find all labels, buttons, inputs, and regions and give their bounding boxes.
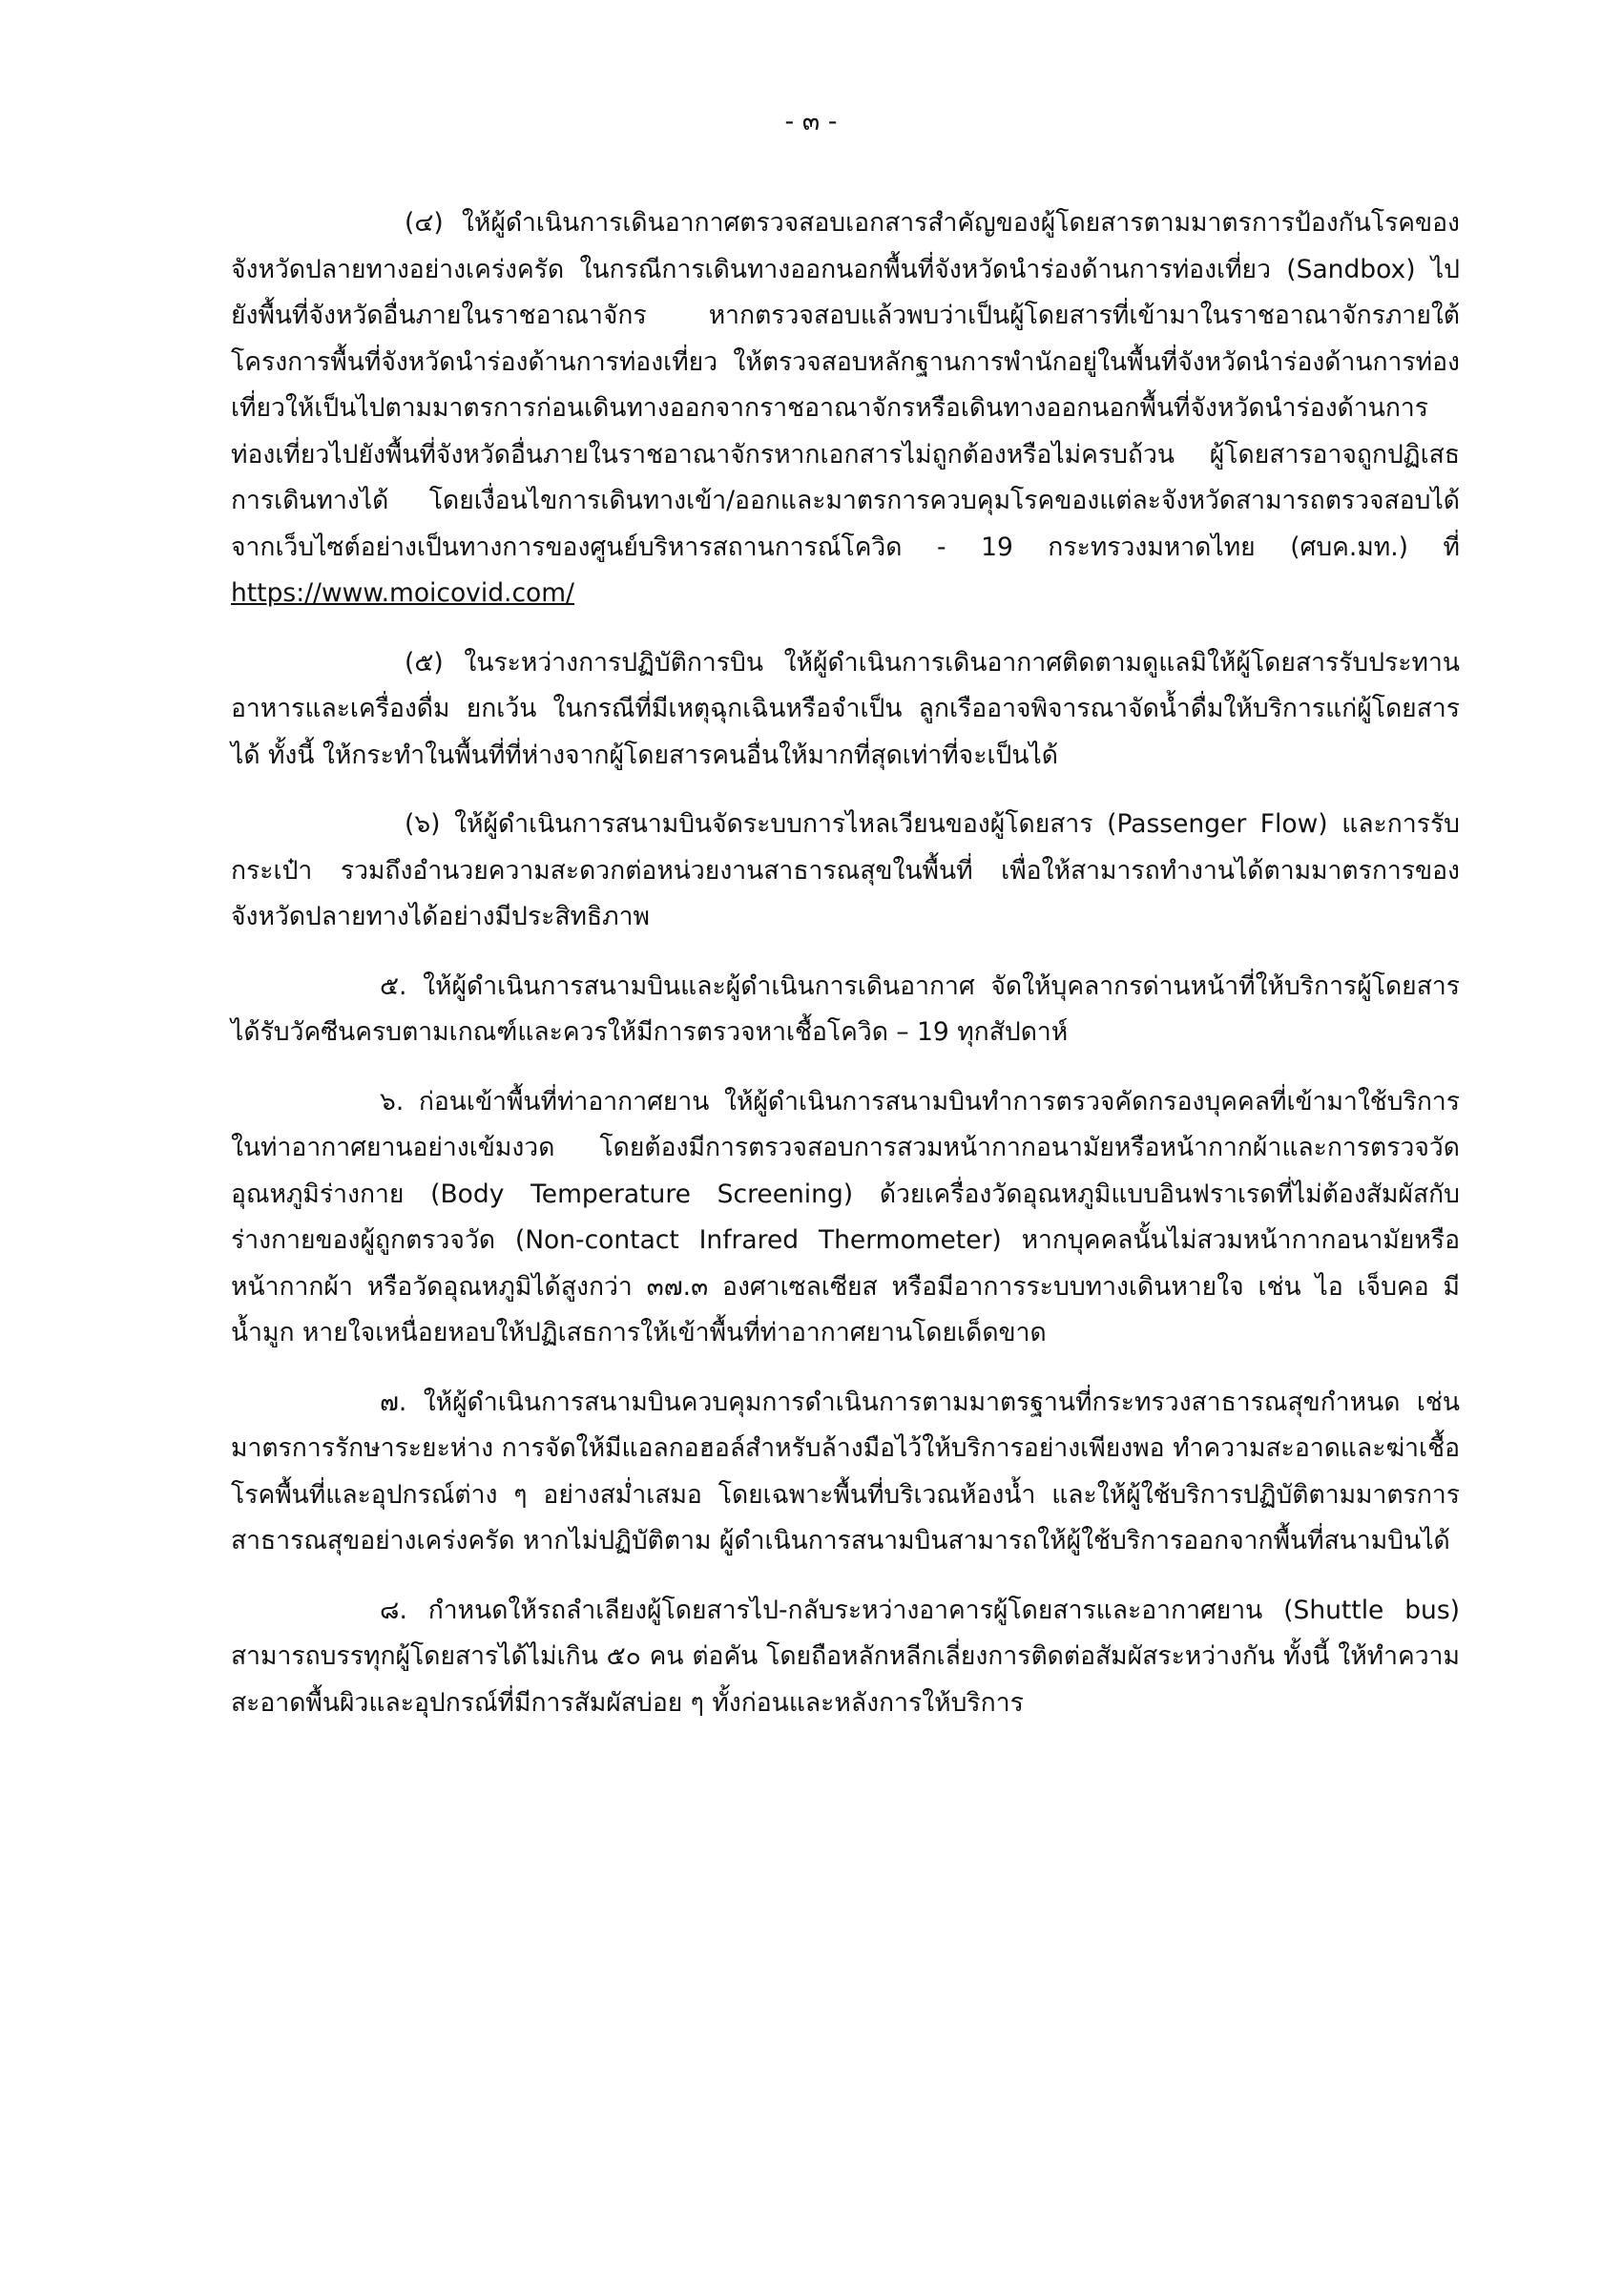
paragraph-sub-4-text: (๔) ให้ผู้ดำเนินการเดินอากาศตรวจสอบเอกสารสำคัญของผู้โดยสารตามมาตรการป้องกันโรคของจังหวัดปลายทางอย่างเคร่งครัด ในกรณีการเดินทางออกนอกพื้นที่จังหวัดนำร่องด้านการท่องเที่ยว (Sandbox) ไปยังพื้นที่จังหวัดอื่นภายในราชอาณาจักร หากตรวจสอบแล้วพบว่าเป็นผู้โดยสารที่เข้ามาในราชอาณาจักรภายใต้โครงการพื้นที่จังหวัดนำร่องด้านการท่องเที่ยว ให้ตรวจสอบหลักฐานการพำนักอยู่ในพื้นที่จังหวัดนำร่องด้านการท่องเที่ยวให้เป็นไปตามมาตรการก่อนเดินทางออกจากราชอาณาจักรหรือเดินทางออกนอกพื้นที่จังหวัดนำร่องด้านการท่องเที่ยวไปยังพื้นที่จังหวัดอื่นภายในราชอาณาจักรหากเอกสารไม่ถูกต้องหรือไม่ครบถ้วน ผู้โดยสารอาจถูกปฏิเสธการเดินทางได้ โดยเงื่อนไขการเดินทางเข้า/ออกและมาตรการควบคุมโรคของแต่ละจังหวัดสามารถตรวจสอบได้จากเว็บไซต์อย่างเป็นทางการของศูนย์บริหารสถานการณ์โควิด - 19 กระทรวงมหาดไทย (ศบค.มท.) ที่ [231, 208, 1460, 562]
moicovid-link[interactable]: https://www.moicovid.com/ [231, 578, 574, 608]
paragraph-sub-5: (๕) ในระหว่างการปฏิบัติการบิน ให้ผู้ดำเนินการเดินอากาศติดตามดูแลมิให้ผู้โดยสารรับประทานอาหารและเครื่องดื่ม ยกเว้น ในกรณีที่มีเหตุฉุกเฉินหรือจำเป็น ลูกเรืออาจพิจารณาจัดน้ำดื่มให้บริการแก่ผู้โดยสารได้ ทั้งนี้ ให้กระทำในพื้นที่ที่ห่างจากผู้โดยสารคนอื่นให้มากที่สุดเท่าที่จะเป็นได้ [231, 647, 1460, 770]
paragraph-item-6: ๖. ก่อนเข้าพื้นที่ท่าอากาศยาน ให้ผู้ดำเนินการสนามบินทำการตรวจคัดกรองบุคคลที่เข้ามาใช้บริการในท่าอากาศยานอย่างเข้มงวด โดยต้องมีการตรวจสอบการสวมหน้ากากอนามัยหรือหน้ากากผ้าและการตรวจวัดอุณหภูมิร่างกาย (Body Temperature Screening) ด้วยเครื่องวัดอุณหภูมิแบบอินฟราเรดที่ไม่ต้องสัมผัสกับร่างกายของผู้ถูกตรวจวัด (Non-contact Infrared Thermometer) หากบุคคลนั้นไม่สวมหน้ากากอนามัยหรือหน้ากากผ้า หรือวัดอุณหภูมิได้สูงกว่า ๓๗.๓ องศาเซลเซียส หรือมีอาการระบบทางเดินหายใจ เช่น ไอ เจ็บคอ มีน้ำมูก หายใจเหนื่อยหอบให้ปฏิเสธการให้เข้าพื้นที่ท่าอากาศยานโดยเด็ดขาด [231, 1086, 1460, 1347]
paragraph-sub-6: (๖) ให้ผู้ดำเนินการสนามบินจัดระบบการไหลเวียนของผู้โดยสาร (Passenger Flow) และการรับกระเป๋า รวมถึงอำนวยความสะดวกต่อหน่วยงานสาธารณสุขในพื้นที่ เพื่อให้สามารถทำงานได้ตามมาตรการของจังหวัดปลายทางได้อย่างมีประสิทธิภาพ [231, 809, 1460, 931]
paragraph-item-5: ๕. ให้ผู้ดำเนินการสนามบินและผู้ดำเนินการเดินอากาศ จัดให้บุคลากรด่านหน้าที่ให้บริการผู้โดยสารได้รับวัคซีนครบตามเกณฑ์และควรให้มีการตรวจหาเชื้อโควิด – 19 ทุกสัปดาห์ [231, 971, 1460, 1047]
paragraph-item-8: ๘. กำหนดให้รถลำเลียงผู้โดยสารไป-กลับระหว่างอาคารผู้โดยสารและอากาศยาน (Shuttle bus) สามารถบรรทุกผู้โดยสารได้ไม่เกิน ๕๐ คน ต่อคัน โดยถือหลักหลีกเลี่ยงการติดต่อสัมผัสระหว่างกัน ทั้งนี้ ให้ทำความสะอาดพื้นผิวและอุปกรณ์ที่มีการสัมผัสบ่อย ๆ ทั้งก่อนและหลังการให้บริการ [231, 1595, 1460, 1718]
paragraph-sub-4 [231, 200, 1460, 617]
document-body [231, 200, 1460, 1749]
page-number: - ๓ - [784, 107, 838, 136]
paragraph-item-7: ๗. ให้ผู้ดำเนินการสนามบินควบคุมการดำเนินการตามมาตรฐานที่กระทรวงสาธารณสุขกำหนด เช่น มาตรการรักษาระยะห่าง การจัดให้มีแอลกอฮอล์สำหรับล้างมือไว้ให้บริการอย่างเพียงพอ ทำความสะอาดและฆ่าเชื้อโรคพื้นที่และอุปกรณ์ต่าง ๆ อย่างสม่ำเสมอ โดยเฉพาะพื้นที่บริเวณห้องน้ำ และให้ผู้ใช้บริการปฏิบัติตามมาตรการสาธารณสุขอย่างเคร่งครัด หากไม่ปฏิบัติตาม ผู้ดำเนินการสนามบินสามารถให้ผู้ใช้บริการออกจากพื้นที่สนามบินได้ [231, 1387, 1460, 1555]
